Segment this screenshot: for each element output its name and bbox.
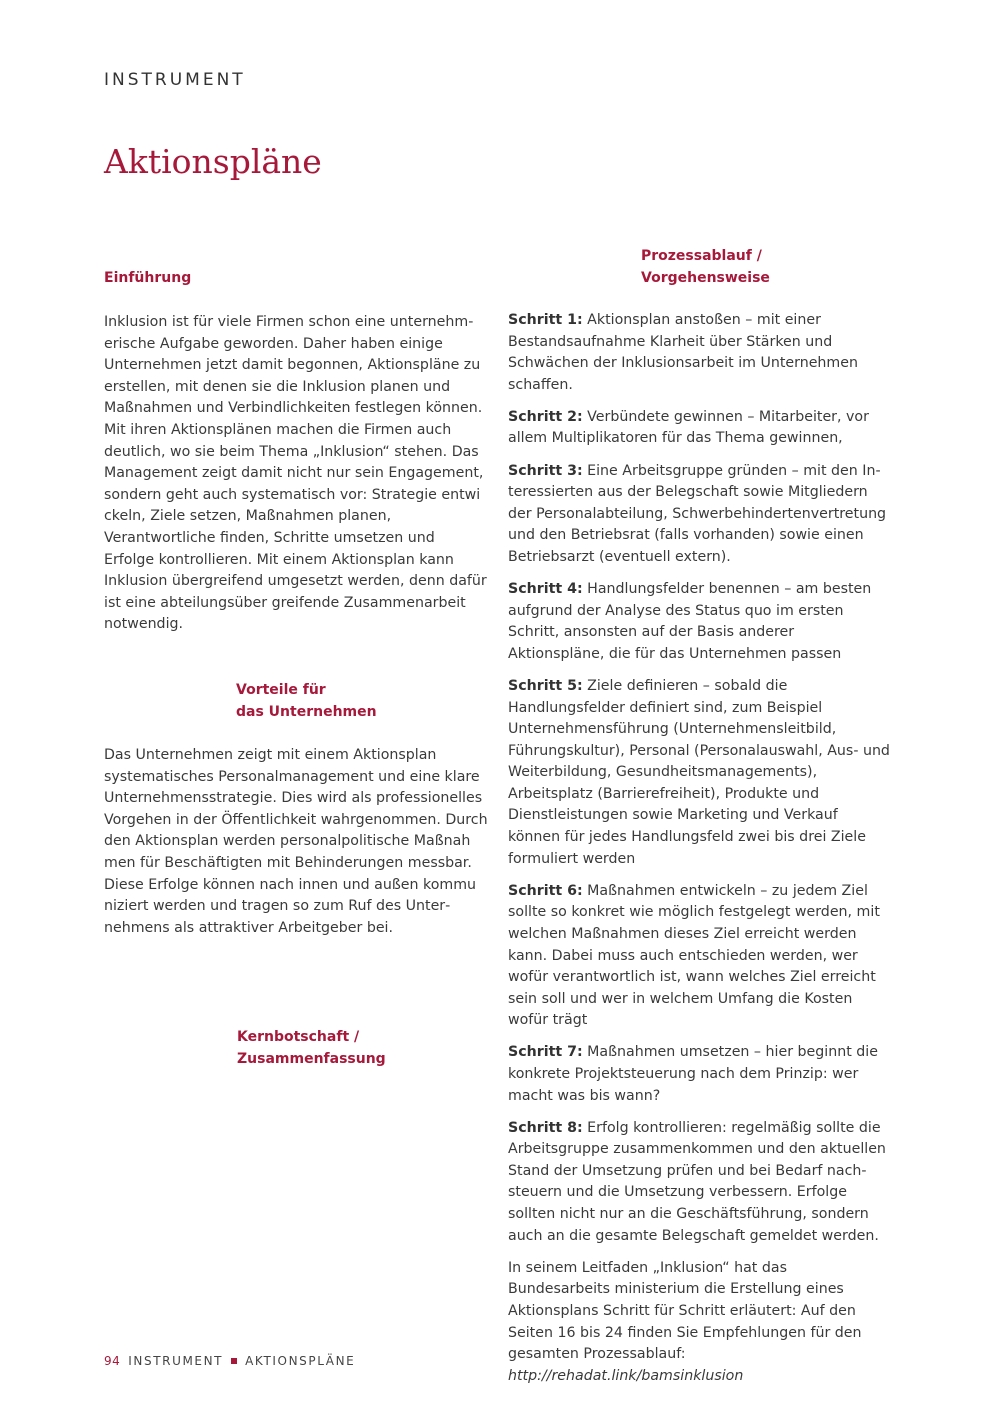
step-text: Handlungsfelder benennen – am besten aufgrund der Analyse des Status quo im ersten Schritt, ansonsten auf der Basis anderer Aktionspläne, die für das Unternehmen passen	[508, 581, 872, 662]
closing-text: In seinem Leitfaden „Inklusion“ hat das Bundesarbeits ministerium die Erstellung eines Aktionsplans Schritt für Schritt erläutert: Auf den Seiten 16 bis 24 finden Sie Empfehlungen für den gesamten Prozessablauf:	[508, 1259, 862, 1363]
benefits-text: Das Unternehmen zeigt mit einem Aktionsplan systematisches Personalmanagement und eine klare Unternehmensstrategie. Dies wird als professionelles Vorgehen in der Öffentlichkeit wahrgenommen. Durch den Aktionsplan werden personalpolitische Maßnah men für Beschäftigten mit Behinderungen messbar. Diese Erfolge können nach innen und außen kommu niziert werden und tragen so zum Ruf des Unternehmens als attraktiver Arbeitgeber bei.	[104, 747, 488, 936]
step-label: Schritt 7:	[508, 1044, 583, 1061]
step-label: Schritt 1:	[508, 312, 583, 328]
step-4	[508, 579, 892, 665]
benefits-heading-line-2: das Unternehmen	[236, 704, 377, 720]
page-number: 94	[104, 1354, 121, 1368]
step-5	[508, 676, 892, 870]
step-text: Maßnahmen umsetzen – hier beginnt die konkrete Projektsteuerung nach dem Prinzip: wer macht was bis wann?	[508, 1044, 878, 1104]
step-text: Aktionsplan anstoßen – mit einer Bestandsaufnahme Klarheit über Stärken und Schwächen der Inklusionsarbeit im Unternehmen schaffen.	[508, 312, 858, 393]
closing-paragraph	[508, 1258, 892, 1388]
intro-text: Inklusion ist für viele Firmen schon eine unternehmerische Aufgabe geworden. Daher haben einige Unternehmen jetzt damit begonnen, Aktionspläne zu erstellen, mit denen sie die Inklusion planen und Maßnahmen und Verbindlichkeiten festlegen können. Mit ihren Aktionsplänen machen die Firmen auch deutlich, wo sie beim Thema „Inklusion“ stehen. Das Management zeigt damit nicht nur sein Engagement, sondern geht auch systematisch vor: Strategie entwi ckeln, Ziele setzen, Maßnahmen planen, Verantwortliche finden, Schritte umsetzen und Erfolge kontrollieren. Mit einem Aktionsplan kann Inklusion übergreifend umgesetzt werden, denn dafür ist eine abteilungsüber greifende Zusammenarbeit notwendig.	[104, 314, 487, 633]
step-2	[508, 407, 892, 450]
step-label: Schritt 6:	[508, 882, 583, 899]
benefits-heading	[236, 679, 377, 723]
step-text: Erfolg kontrollieren: regelmäßig sollte die Arbeitsgruppe zusammenkommen und den aktuellen Stand der Umsetzung prüfen und bei Bedarf nachsteuern und die Umsetzung verbessern. Erfolge sollten nicht nur an die Geschäftsführung, sondern auch an die gesamte Belegschaft gemeldet werden.	[508, 1119, 886, 1244]
step-label: Schritt 8:	[508, 1119, 583, 1136]
resource-link[interactable]: http://rehadat.link/bamsinklusion	[508, 1367, 744, 1384]
process-steps	[508, 310, 892, 1398]
step-text: Eine Arbeitsgruppe gründen – mit den Interessierten aus der Belegschaft sowie Mitgliedern der Personalabteilung, Schwerbehindertenvertretung und den Betriebsrat (falls vorhanden) sowie einen Betriebsarzt (eventuell extern).	[508, 462, 887, 565]
benefits-heading-line-1: Vorteile für	[236, 682, 326, 698]
process-heading-line-1: Prozessablauf /	[641, 248, 762, 264]
step-1	[508, 310, 892, 396]
summary-heading	[237, 1026, 386, 1070]
process-heading-line-2: Vorgehensweise	[641, 270, 770, 286]
step-text: Maßnahmen entwickeln – zu jedem Ziel sollte so konkret wie möglich festgelegt werden, mit welchen Maßnahmen dieses Ziel erreicht werden kann. Dabei muss auch entschieden werden, wer wofür verantwortlich ist, wann welches Ziel erreicht sein soll und wer in welchem Umfang die Kosten wofür trägt	[508, 882, 880, 1029]
section-kicker: INSTRUMENT	[104, 70, 246, 90]
page-title: Aktionspläne	[104, 142, 322, 181]
footer-chapter: AKTIONSPLÄNE	[245, 1354, 356, 1368]
footer-section: INSTRUMENT	[128, 1354, 224, 1368]
summary-heading-line-2: Zusammenfassung	[237, 1051, 386, 1067]
intro-heading: Einführung	[104, 270, 192, 286]
step-label: Schritt 3:	[508, 462, 583, 479]
separator-square-icon	[231, 1358, 237, 1364]
step-label: Schritt 5:	[508, 677, 583, 694]
step-label: Schritt 4:	[508, 581, 583, 598]
step-text: Verbündete gewinnen – Mitarbeiter, vor allem Multiplikatoren für das Thema gewinnen,	[508, 408, 869, 447]
page-footer	[104, 1354, 355, 1368]
summary-heading-line-1: Kernbotschaft /	[237, 1029, 360, 1045]
process-heading	[641, 245, 770, 289]
step-7	[508, 1042, 892, 1107]
step-6	[508, 881, 892, 1032]
step-label: Schritt 2:	[508, 408, 583, 425]
step-8	[508, 1118, 892, 1248]
step-3	[508, 461, 892, 569]
step-text: Ziele definieren – sobald die Handlungsfelder definiert sind, zum Beispiel Unternehmensführung (Unternehmensleitbild, Führungskultur), Personal (Personalauswahl, Aus- und Weiterbildung, Gesundheitsmanagements), Arbeitsplatz (Barrierefreiheit), Produkte und Dienstleistungen sowie Marketing und Verkauf können für jedes Handlungsfeld zwei bis drei Ziele formuliert werden	[508, 677, 890, 867]
